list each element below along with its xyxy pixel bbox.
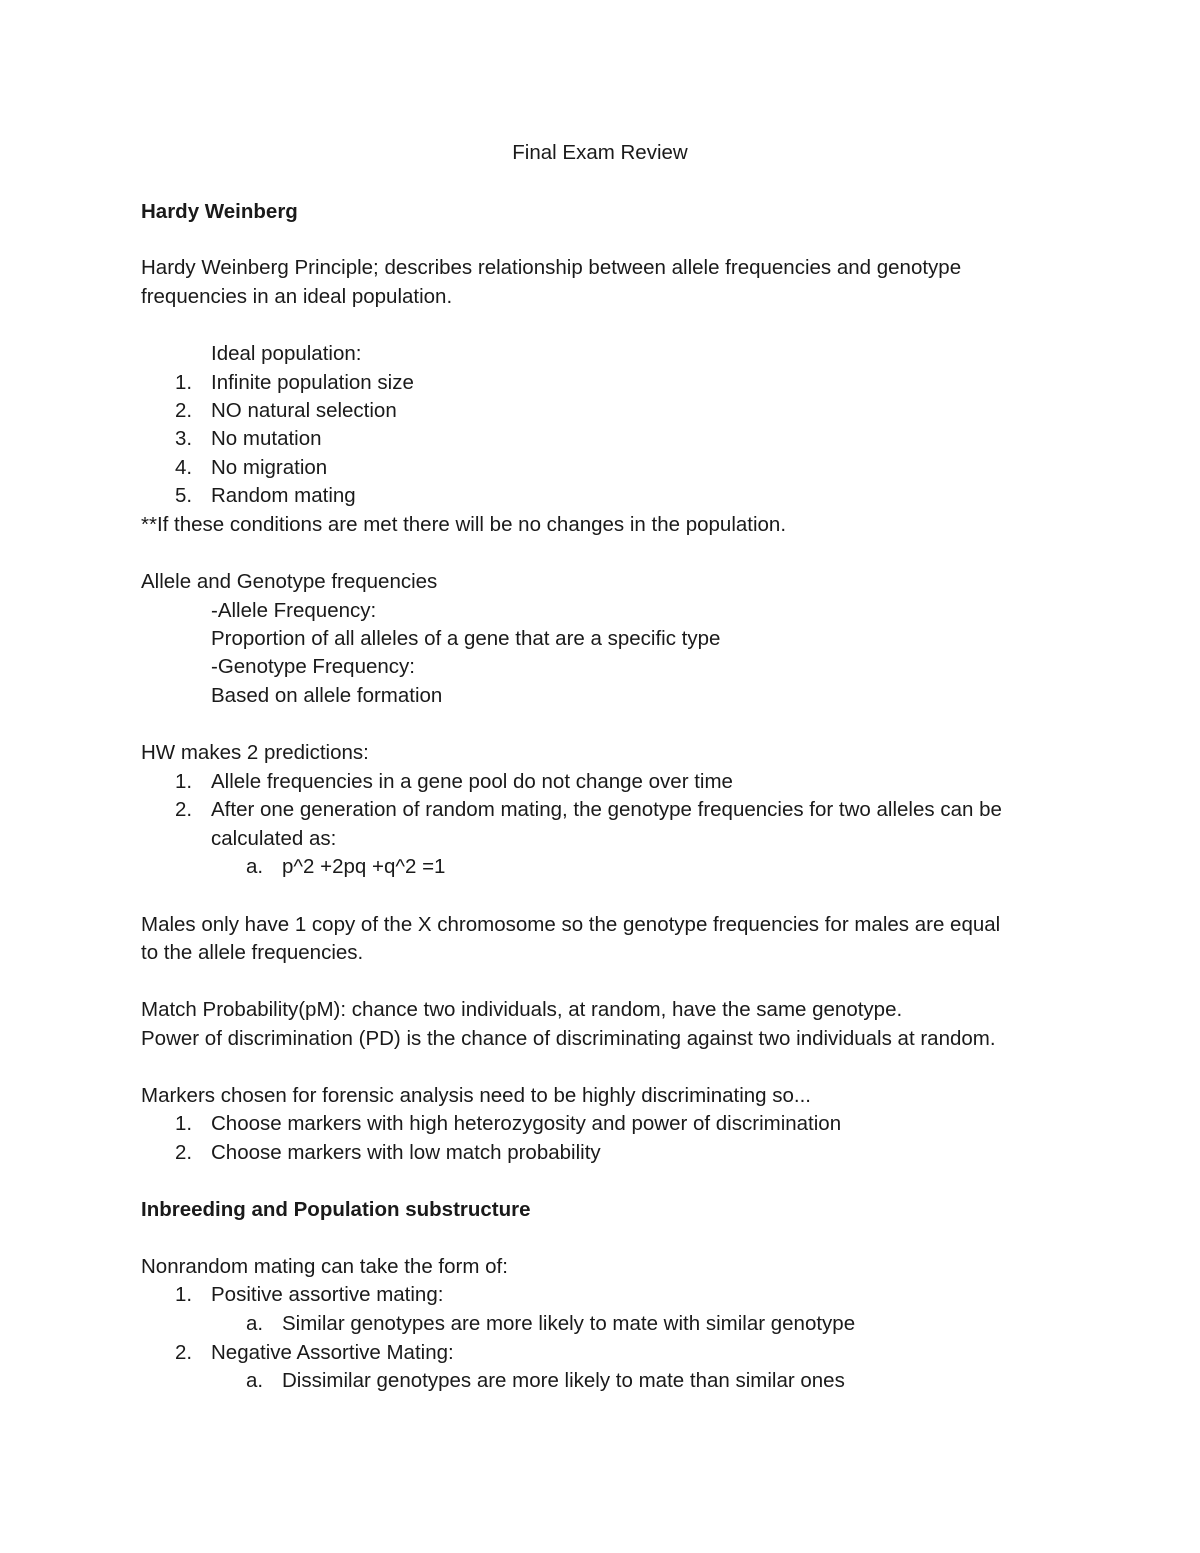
list-number: 2. — [175, 399, 193, 422]
predictions-heading: HW makes 2 predictions: — [141, 741, 369, 764]
nonrandom-mating-intro: Nonrandom mating can take the form of: — [141, 1255, 508, 1278]
list-number: 1. — [175, 1112, 193, 1135]
hardy-weinberg-formula: p^2 +2pq +q^2 =1 — [282, 855, 446, 878]
list-item: NO natural selection — [211, 399, 397, 422]
males-line-2: to the allele frequencies. — [141, 941, 364, 964]
negative-assortive-description: Dissimilar genotypes are more likely to mate than similar ones — [282, 1369, 845, 1392]
section-heading-hardy-weinberg: Hardy Weinberg — [141, 200, 298, 223]
prediction-2-line-2: calculated as: — [211, 827, 337, 850]
list-item: Random mating — [211, 484, 356, 507]
section-heading-inbreeding: Inbreeding and Population substructure — [141, 1198, 531, 1221]
power-of-discrimination-definition: Power of discrimination (PD) is the chance of discriminating against two individuals at random. — [141, 1027, 996, 1050]
positive-assortive-label: Positive assortive mating: — [211, 1283, 444, 1306]
list-item: No mutation — [211, 427, 322, 450]
frequencies-heading: Allele and Genotype frequencies — [141, 570, 438, 593]
ideal-population-label: Ideal population: — [211, 342, 362, 365]
list-item: No migration — [211, 456, 328, 479]
page-title: Final Exam Review — [512, 141, 688, 164]
list-number: 1. — [175, 770, 193, 793]
allele-frequency-label: -Allele Frequency: — [211, 599, 377, 622]
list-number: 3. — [175, 427, 193, 450]
principle-line-1: Hardy Weinberg Principle; describes relationship between allele frequencies and genotype — [141, 256, 962, 279]
allele-frequency-definition: Proportion of all alleles of a gene that are a specific type — [211, 627, 721, 650]
match-probability-definition: Match Probability(pM): chance two individuals, at random, have the same genotype. — [141, 998, 903, 1021]
prediction-1: Allele frequencies in a gene pool do not change over time — [211, 770, 733, 793]
list-number: 2. — [175, 798, 193, 821]
males-line-1: Males only have 1 copy of the X chromosome so the genotype frequencies for males are equal — [141, 913, 1001, 936]
list-item: Choose markers with high heterozygosity and power of discrimination — [211, 1112, 842, 1135]
list-item: Choose markers with low match probability — [211, 1141, 601, 1164]
list-letter: a. — [246, 1369, 264, 1392]
genotype-frequency-label: -Genotype Frequency: — [211, 655, 415, 678]
list-number: 1. — [175, 371, 193, 394]
prediction-2-line-1: After one generation of random mating, the genotype frequencies for two alleles can be — [211, 798, 1002, 821]
list-item: Infinite population size — [211, 371, 414, 394]
conditions-note: **If these conditions are met there will be no changes in the population. — [141, 513, 787, 536]
list-number: 4. — [175, 456, 193, 479]
list-letter: a. — [246, 855, 264, 878]
genotype-frequency-definition: Based on allele formation — [211, 684, 443, 707]
negative-assortive-label: Negative Assortive Mating: — [211, 1341, 454, 1364]
list-number: 2. — [175, 1341, 193, 1364]
positive-assortive-description: Similar genotypes are more likely to mate with similar genotype — [282, 1312, 856, 1335]
list-number: 5. — [175, 484, 193, 507]
principle-line-2: frequencies in an ideal population. — [141, 285, 453, 308]
list-letter: a. — [246, 1312, 264, 1335]
list-number: 2. — [175, 1141, 193, 1164]
markers-heading: Markers chosen for forensic analysis need to be highly discriminating so... — [141, 1084, 811, 1107]
list-number: 1. — [175, 1283, 193, 1306]
